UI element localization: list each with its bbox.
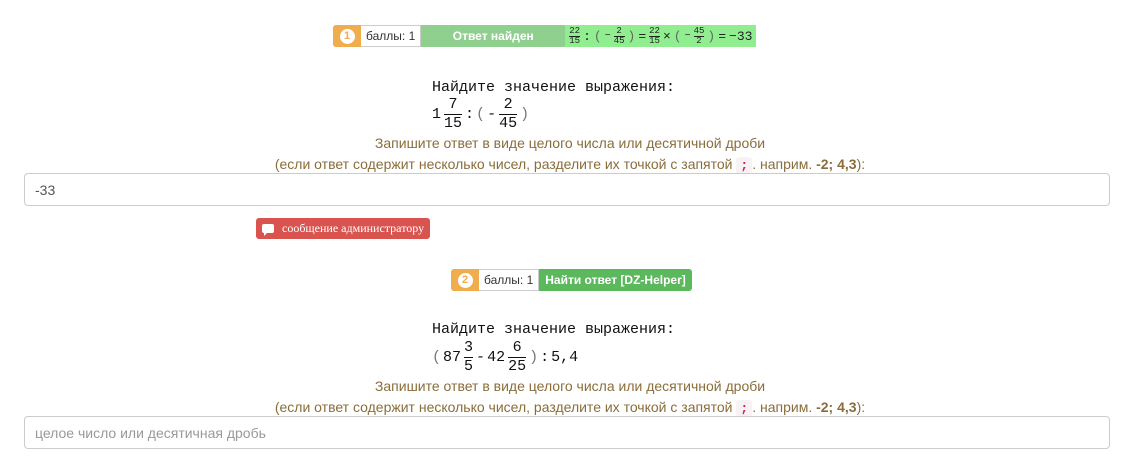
task1-points: баллы: 1 xyxy=(361,25,421,47)
expr-fraction: $\frac{7}{15}$ xyxy=(444,96,463,132)
sol-paren: ) xyxy=(627,28,636,44)
find-answer-button[interactable]: Найти ответ [DZ-Helper] xyxy=(539,269,692,291)
expr-paren: ( xyxy=(476,106,486,123)
expr-fraction: $\frac{6}{25}$ xyxy=(508,339,527,375)
expr-op: : xyxy=(540,349,550,366)
sol-eq: = xyxy=(638,28,647,44)
hint-separator-code: ; xyxy=(736,400,752,417)
task2-points: баллы: 1 xyxy=(479,269,539,291)
sol-fraction: 22 15 xyxy=(649,25,660,46)
expr-minus: - xyxy=(487,106,497,123)
expr-whole: 42 xyxy=(487,349,506,366)
expr-fraction: $\frac{3}{5}$ xyxy=(464,339,474,375)
task1-hint-line2: (если ответ содержит несколько чисел, разделите их точкой с запятой ; . наприм. -2; 4,3): xyxy=(274,156,866,173)
expr-whole: 87 xyxy=(443,349,462,366)
task1-number-badge xyxy=(333,25,361,47)
sol-fraction: 22 15 xyxy=(569,25,581,46)
task2-hint-line1: Запишите ответ в виде целого числа или десятичной дроби xyxy=(374,378,766,394)
sol-result: −33 xyxy=(729,28,753,44)
comment-icon xyxy=(262,224,274,233)
expr-paren: ( xyxy=(432,349,442,366)
expr-fraction: $\frac{2}{45}$ xyxy=(499,96,518,132)
message-admin-label: сообщение администратору xyxy=(282,221,425,235)
sol-fraction: 2 45 xyxy=(613,25,625,46)
sol-minus: − xyxy=(684,30,691,42)
hint-separator-code: ; xyxy=(736,157,752,174)
task2-expression xyxy=(432,339,578,376)
task2-number: 2 xyxy=(458,273,473,288)
hint-example: -2; 4,3 xyxy=(816,399,857,415)
sol-op: × xyxy=(662,28,671,44)
expr-paren: ) xyxy=(529,349,539,366)
message-admin-button[interactable] xyxy=(256,218,430,239)
hint-example: -2; 4,3 xyxy=(816,156,857,172)
sol-paren: ) xyxy=(707,28,716,44)
task1-solution xyxy=(565,25,756,47)
task2-header xyxy=(451,269,692,291)
task1-hint-line1: Запишите ответ в виде целого числа или десятичной дроби xyxy=(374,135,766,151)
expr-divisor: 5,4 xyxy=(551,349,579,366)
expr-paren: ) xyxy=(520,106,530,123)
expr-op: : xyxy=(465,106,475,123)
task2-answer-input[interactable] xyxy=(24,416,1110,449)
task1-expression xyxy=(432,96,529,133)
task2-number-badge xyxy=(451,269,479,291)
sol-paren: ( xyxy=(593,28,602,44)
task1-header xyxy=(333,25,756,47)
task2-hint-line2: (если ответ содержит несколько чисел, разделите их точкой с запятой ; . наприм. -2; 4,3): xyxy=(274,399,866,416)
task1-status: Ответ найден xyxy=(421,25,565,47)
sol-minus: − xyxy=(604,30,611,42)
task1-answer-input[interactable] xyxy=(24,173,1110,206)
expr-whole: 1 xyxy=(432,106,442,123)
sol-op: : xyxy=(583,28,591,44)
sol-eq: = xyxy=(718,28,727,44)
sol-paren: ( xyxy=(673,28,682,44)
task1-title: Найдите значение выражения: xyxy=(432,79,676,96)
task2-title: Найдите значение выражения: xyxy=(432,321,676,338)
task1-number: 1 xyxy=(340,29,355,44)
expr-minus: - xyxy=(476,349,486,366)
sol-fraction: 45 2 xyxy=(693,25,705,46)
